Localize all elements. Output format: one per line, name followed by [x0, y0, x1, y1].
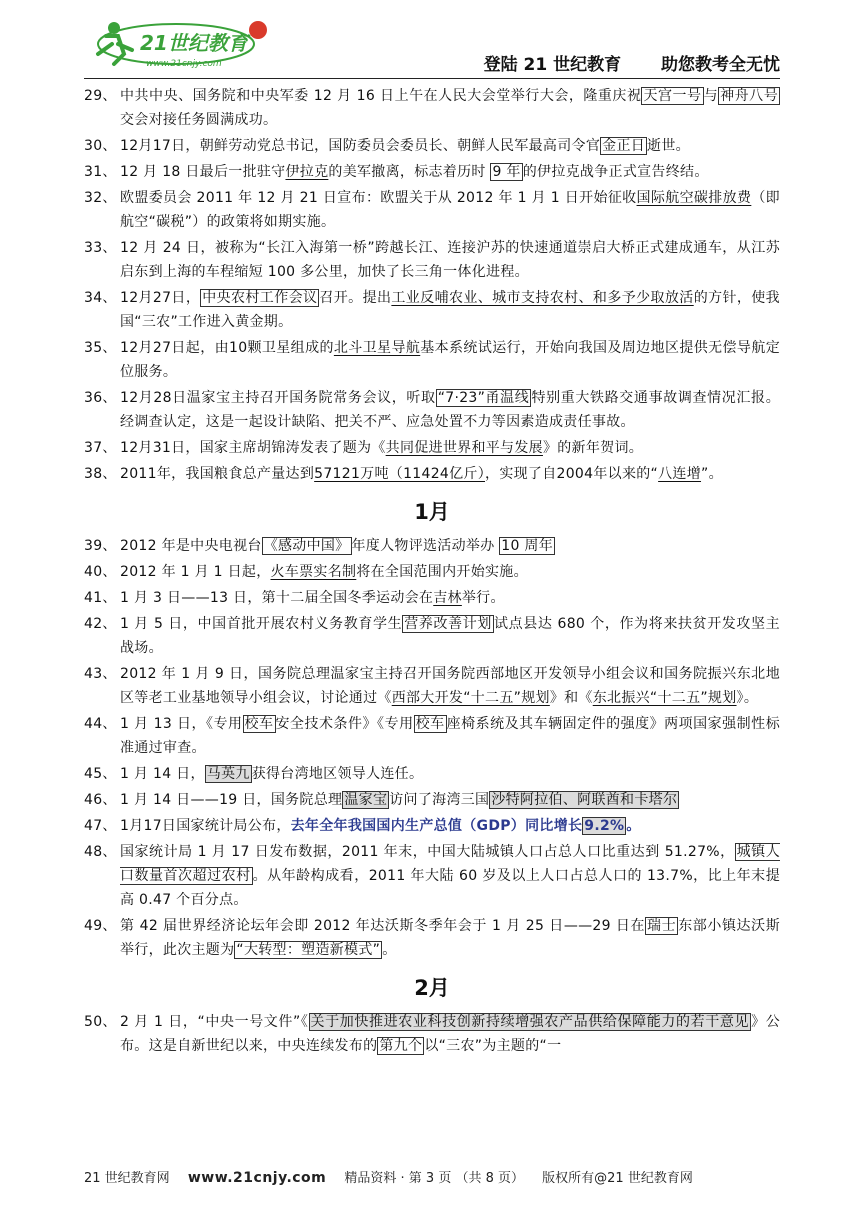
item-number: 32、: [84, 190, 117, 206]
highlighted-term: 金正日: [602, 138, 646, 154]
item-text: 》。: [736, 690, 759, 706]
highlighted-term: 伊拉克: [285, 164, 329, 180]
footer-page-info: 精品资料 · 第 3 页 （共 8 页）: [344, 1171, 525, 1186]
highlighted-term: 八连增: [658, 466, 702, 482]
footer-left: 21 世纪教育网: [84, 1171, 170, 1186]
item-text: 12月27日，: [120, 290, 201, 306]
highlighted-term: “7·23”甬温线: [437, 390, 530, 406]
highlighted-term: 温家宝: [344, 792, 388, 808]
highlighted-term: 城镇人口数量首次超过农村: [120, 844, 780, 884]
document-body: [84, 84, 780, 1060]
item-text: 第 42 届世界经济论坛年会即 2012 年达沃斯冬季年会于 1 月 25 日——29 日在: [120, 918, 646, 934]
item-text: 12月27日起，由10颗卫星组成的: [120, 340, 334, 356]
highlighted-term: 东北振兴“十二五”规划: [592, 690, 737, 706]
item-text: 的伊拉克战争正式宣告终结。: [522, 164, 709, 180]
logo-lantern-icon: [249, 21, 267, 39]
item-number: 42、: [84, 616, 117, 632]
list-item: [84, 462, 780, 486]
highlighted-term: 《感动中国》: [263, 538, 350, 554]
slogan-left: 登陆 21 世纪教育: [483, 55, 622, 75]
item-text: 1 月 14 日——19 日，国务院总理: [120, 792, 343, 808]
list-item: [84, 134, 780, 158]
highlighted-term: 中央农村工作会议: [202, 290, 318, 306]
highlighted-term: 国际航空碳排放费: [636, 190, 752, 206]
item-number: 38、: [84, 466, 117, 482]
highlighted-term: 10 周年: [501, 538, 554, 554]
item-number: 45、: [84, 766, 117, 782]
highlighted-term: 校车: [244, 716, 274, 732]
item-number: 40、: [84, 564, 117, 580]
item-text: 1 月 3 日——13 日，第十二届全国冬季运动会在: [120, 590, 434, 606]
list-item: [84, 560, 780, 584]
list-item: [84, 236, 780, 284]
item-text: 的美军撤离，标志着历时: [328, 164, 491, 180]
list-item: [84, 336, 780, 384]
item-text: 交会对接任务圆满成功。: [120, 112, 278, 128]
list-item: [84, 1010, 780, 1058]
item-number: 44、: [84, 716, 117, 732]
item-text: ”。: [701, 466, 723, 482]
item-text: 试点县达 680 个，作为将来扶贫开发攻坚主战场。: [120, 616, 780, 656]
item-text: 召开。提出: [319, 290, 392, 306]
item-text: 中共中央、国务院和中央军委 12 月 16 日上午在人民大会堂举行大会，隆重庆祝: [120, 88, 642, 104]
item-text: 安全技术条件》《专用: [275, 716, 414, 732]
item-number: 41、: [84, 590, 117, 606]
item-number: 30、: [84, 138, 117, 154]
item-text: 1 月 14 日，: [120, 766, 205, 782]
item-text: 获得台湾地区领导人连任。: [251, 766, 424, 782]
item-text: 1 月 13 日，《专用: [120, 716, 243, 732]
item-text: 2011年，我国粮食总产量达到: [120, 466, 315, 482]
highlighted-term: 瑞士: [647, 918, 677, 934]
item-text: 2 月 1 日，“中央一号文件”《: [120, 1014, 309, 1030]
item-text: 座椅系统及其车辆固定件的强度》两项国家强制性标准通过审查。: [120, 716, 780, 756]
slogan-right: 助您教考全无忧: [661, 55, 780, 75]
item-text: 12月17日，朝鲜劳动党总书记，国防委员会委员长、朝鲜人民军最高司令官: [120, 138, 601, 154]
month-heading: 2月: [414, 976, 450, 1000]
item-number: 39、: [84, 538, 117, 554]
page-footer: [84, 1167, 780, 1186]
list-item: [84, 286, 780, 334]
item-text: 基本系统试运行，开始向我国及周边地区提供无偿导航定位服务。: [120, 340, 781, 380]
item-text: 1 月 5 日，中国首批开展农村义务教育学生: [120, 616, 403, 632]
list-item: [84, 186, 780, 234]
item-text: 的方针，使我国“三农”工作进入黄金期。: [120, 290, 780, 330]
item-text: 国家统计局 1 月 17 日发布数据，2011 年末，中国大陆城镇人口占总人口比重达到 51.27%，: [120, 844, 735, 860]
highlighted-term: 9 年: [492, 164, 521, 180]
item-text: 》公布。这是自新世纪以来，中央连续发布的: [120, 1014, 780, 1054]
header-divider: [84, 78, 780, 79]
highlighted-term: 工业反哺农业、城市支持农村、和多予少取放活: [391, 290, 694, 306]
item-number: 49、: [84, 918, 117, 934]
item-number: 29、: [84, 88, 117, 104]
item-text: 》和《: [549, 690, 593, 706]
highlighted-term: 共同促进世界和平与发展: [385, 440, 543, 456]
item-text: 。: [382, 942, 397, 958]
list-item: [84, 436, 780, 460]
logo: [84, 14, 284, 74]
list-item: [84, 534, 780, 558]
item-text: 2012 年 1 月 1 日起，: [120, 564, 271, 580]
list-item: [84, 712, 780, 760]
item-number: 43、: [84, 666, 117, 682]
list-item: [84, 814, 780, 838]
item-number: 36、: [84, 390, 117, 406]
list-item: [84, 586, 780, 610]
item-text: 2012 年是中央电视台: [120, 538, 262, 554]
item-text: 以“三农”为主题的“一: [424, 1038, 562, 1054]
list-item: [84, 662, 780, 710]
list-item: [84, 788, 780, 812]
list-item: [84, 160, 780, 184]
highlighted-term: 西部大开发“十二五”规划: [391, 690, 550, 706]
item-text: 将在全国范围内开始实施。: [356, 564, 528, 580]
list-item: [84, 914, 780, 962]
item-text: 特别重大铁路交通事故调查情况汇报。经调查认定，这是一起设计缺陷、把关不严、应急处置不力等因素造成责任事故。: [120, 390, 780, 430]
item-text: 12月28日温家宝主持召开国务院常务会议，听取: [120, 390, 436, 406]
highlighted-term: 吉林: [433, 590, 462, 606]
highlighted-term: 57121万吨（11424亿斤）: [314, 466, 486, 482]
item-number: 47、: [84, 818, 117, 834]
logo-text: 21世纪教育: [140, 31, 248, 55]
item-number: 35、: [84, 340, 117, 356]
list-item: [84, 762, 780, 786]
item-text: 12 月 18 日最后一批驻守: [120, 164, 286, 180]
item-number: 37、: [84, 440, 117, 456]
item-number: 34、: [84, 290, 117, 306]
highlighted-term: 北斗卫星导航: [333, 340, 421, 356]
item-text: 12 月 24 日，被称为“长江入海第一桥”跨越长江、连接沪苏的快速通道崇启大桥正式建成通车，从江苏启东到上海的车程缩短 100 多公里，加快了长三角一体化进程。: [120, 240, 780, 280]
header-slogan: [450, 50, 780, 75]
highlighted-term: 去年全年我国国内生产总值（GDP）同比增长: [290, 818, 583, 834]
footer-site: www.21cnjy.com: [187, 1170, 327, 1186]
item-number: 50、: [84, 1014, 117, 1030]
list-item: [84, 84, 780, 132]
highlighted-term: 火车票实名制: [270, 564, 357, 580]
item-number: 31、: [84, 164, 117, 180]
item-text: 2012 年 1 月 9 日，国务院总理温家宝主持召开国务院西部地区开发领导小组会议和国务院振兴东北地区等老工业基地领导小组会议，讨论通过《: [120, 666, 780, 706]
item-text: ，实现了自2004年以来的“: [485, 466, 659, 482]
month-heading: 1月: [414, 500, 450, 524]
highlighted-term: 9.2%: [584, 818, 625, 834]
list-item: [84, 612, 780, 660]
highlighted-term: 校车: [415, 716, 445, 732]
highlighted-term: 天宫一号: [643, 88, 702, 104]
list-item: [84, 386, 780, 434]
item-text: 》的新年贺词。: [542, 440, 644, 456]
item-text: 1月17日国家统计局公布，: [120, 818, 291, 834]
item-text: 12月31日，国家主席胡锦涛发表了题为《: [120, 440, 386, 456]
highlighted-term: 。: [626, 818, 641, 834]
item-text: 举行。: [461, 590, 505, 606]
highlighted-term: 关于加快推进农业科技创新持续增强农产品供给保障能力的若干意见: [310, 1014, 750, 1030]
logo-url: www.21cnjy.com: [146, 59, 222, 69]
item-text: （即航空“碳税”）的政策将如期实施。: [120, 190, 780, 230]
item-text: 年度人物评选活动举办: [351, 538, 500, 554]
item-text: 欧盟委员会 2011 年 12 月 21 日宣布：欧盟关于从 2012 年 1 月 1 日开始征收: [120, 190, 637, 206]
highlighted-term: 神舟八号: [720, 88, 778, 104]
highlighted-term: 营养改善计划: [404, 616, 492, 632]
list-item: [84, 840, 780, 912]
logo-figure-head: [108, 22, 120, 34]
item-text: 与: [703, 88, 719, 104]
page-header: [84, 14, 780, 78]
item-number: 48、: [84, 844, 117, 860]
highlighted-term: 沙特阿拉伯、阿联酋和卡塔尔: [491, 792, 678, 808]
footer-right: 版权所有@21 世纪教育网: [542, 1171, 693, 1186]
item-text: 。从年龄构成看，2011 年大陆 60 岁及以上人口占总人口的 13.7%，比上年末提高 0.47 个百分点。: [120, 868, 780, 908]
highlighted-term: 第九个: [379, 1038, 423, 1054]
item-text: 访问了海湾三国: [389, 792, 490, 808]
item-text: 东部小镇达沃斯举行，此次主题为: [120, 918, 780, 958]
item-number: 33、: [84, 240, 117, 256]
highlighted-term: 马英九: [206, 766, 250, 782]
item-text: 逝世。: [647, 138, 690, 154]
highlighted-term: “大转型：塑造新模式”: [236, 942, 381, 958]
item-number: 46、: [84, 792, 117, 808]
